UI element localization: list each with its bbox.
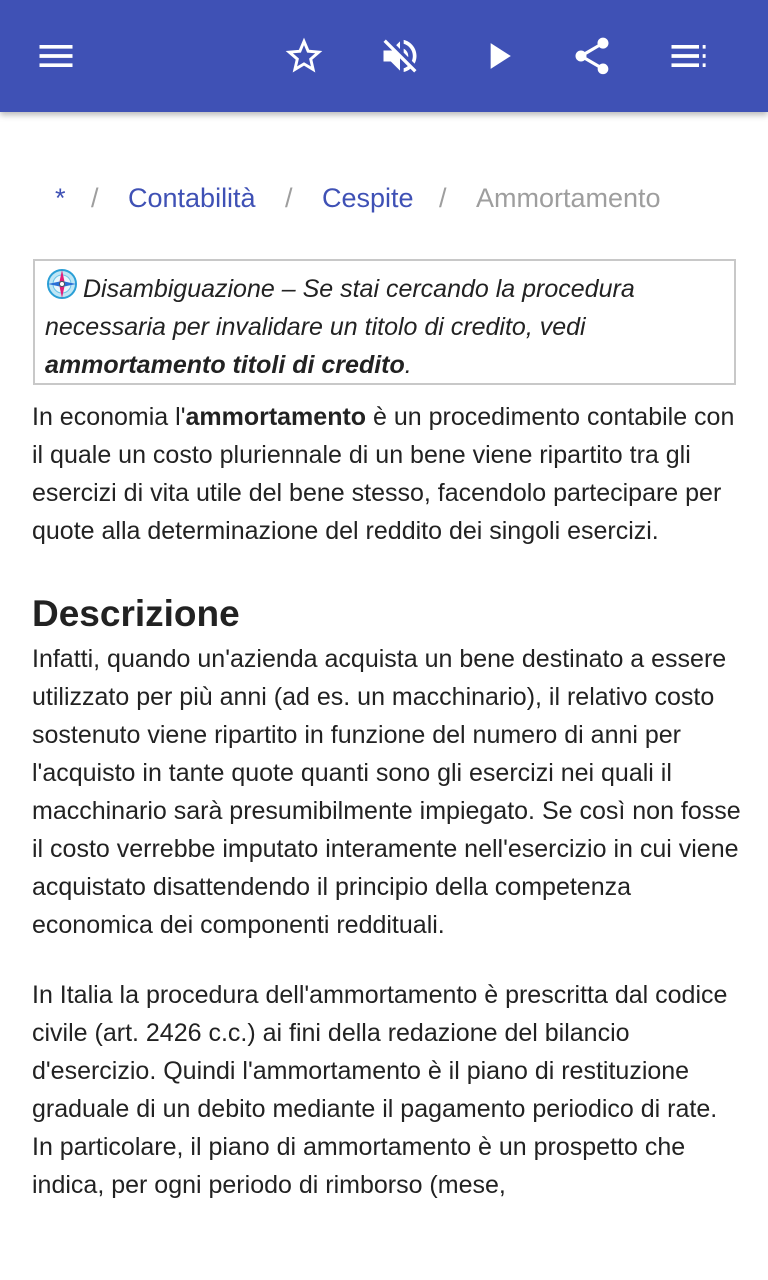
contents-button[interactable] bbox=[660, 28, 716, 84]
list-icon bbox=[666, 34, 710, 78]
play-button[interactable] bbox=[470, 28, 526, 84]
disambiguation-end: . bbox=[404, 351, 412, 379]
breadcrumb-item-cespite[interactable]: Cespite bbox=[322, 183, 414, 213]
mute-button[interactable] bbox=[372, 28, 428, 84]
breadcrumb-current: Ammortamento bbox=[476, 183, 661, 213]
disambiguation-label: Disambiguazione bbox=[83, 275, 275, 303]
share-icon bbox=[570, 34, 614, 78]
play-icon bbox=[476, 34, 520, 78]
compass-icon bbox=[45, 267, 79, 301]
breadcrumb-separator: / bbox=[91, 183, 99, 213]
paragraph: Infatti, quando un'azienda acquista un bene destinato a essere utilizzato per più anni (ad es. un macchinario), il relativo costo sostenuto viene ripartito in funzione del numero di anni per l'acquisto in tante quote quanti sono gli esercizi nei quali il macchinario sarà presumibilmente impiegato. Se così non fosse il costo verrebbe imputato interamente nell'esercizio in cui viene acquistato disattendendo il principio della competenza economica dei componenti reddituali. bbox=[32, 645, 741, 939]
intro-text-pre: In economia l' bbox=[32, 403, 186, 431]
share-button[interactable] bbox=[564, 28, 620, 84]
menu-button[interactable] bbox=[28, 28, 84, 84]
breadcrumb-separator: / bbox=[285, 183, 293, 213]
favorite-button[interactable] bbox=[276, 28, 332, 84]
section-title: Descrizione bbox=[32, 593, 240, 634]
star-outline-icon bbox=[282, 34, 326, 78]
disambiguation-link[interactable]: ammortamento titoli di credito bbox=[45, 351, 405, 379]
intro-paragraph bbox=[32, 398, 744, 550]
breadcrumb-item-contabilita[interactable]: Contabilità bbox=[128, 183, 256, 213]
intro-text-post: è un procedimento contabile con il quale un costo pluriennale di un bene viene ripartito tra gli esercizi di vita utile del bene stesso, facendolo partecipare per quote alla determinazione del reddito dei singoli esercizi. bbox=[32, 403, 735, 545]
disambiguation-box bbox=[33, 259, 736, 385]
volume-off-icon bbox=[378, 34, 422, 78]
breadcrumb bbox=[0, 176, 768, 220]
app-bar bbox=[0, 0, 768, 112]
menu-icon bbox=[34, 34, 78, 78]
intro-term: ammortamento bbox=[185, 403, 367, 431]
disambiguation-text: – Se stai cercando la procedura necessaria per invalidare un titolo di credito, vedi bbox=[45, 275, 635, 341]
paragraph: In Italia la procedura dell'ammortamento è prescritta dal codice civile (art. 2426 c.c.) ai fini della redazione del bilancio d'esercizio. Quindi l'ammortamento è il piano di restituzione graduale di un debito mediante il pagamento periodico di rate. In particolare, il piano di ammortamento è un prospetto che indica, per ogni periodo di rimborso (mese, bbox=[32, 981, 728, 1199]
breadcrumb-home[interactable]: * bbox=[55, 183, 66, 213]
article-content bbox=[32, 398, 744, 1204]
breadcrumb-separator: / bbox=[439, 183, 447, 213]
